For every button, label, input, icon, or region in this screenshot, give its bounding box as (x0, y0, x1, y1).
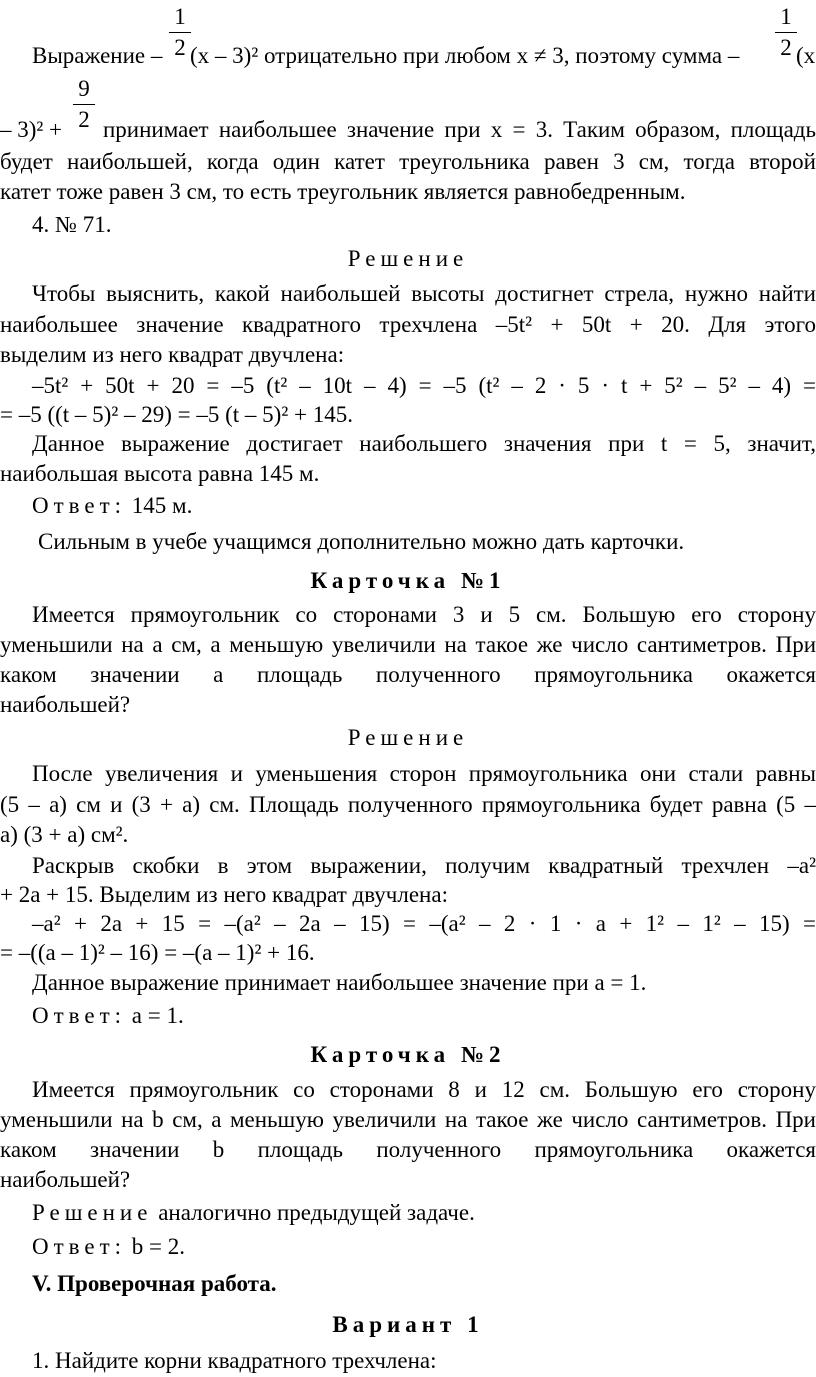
fraction-one-half: 1 2 (773, 4, 799, 61)
text-fragment: (x (796, 43, 816, 68)
text-line: После увеличения и уменьшения сторон прямоугольника они стали равны (32, 761, 816, 786)
text-line: Данное выражение достигает наибольшего значения при t = 5, значит, (32, 431, 816, 456)
equation-line: = –((a – 1)² – 16) = –(a – 1)² + 16. (0, 940, 315, 965)
text-line: a) (3 + a) см². (0, 822, 129, 847)
text-line: каком значении b площадь полученного прямоугольника окажется (0, 1137, 816, 1162)
text-line: Данное выражение принимает наибольшее значение при a = 1. (32, 970, 647, 995)
solution-label: Решение (32, 1200, 153, 1225)
text-line: уменьшили на a см, а меньшую увеличили на такое же число сантиметров. При (0, 632, 816, 657)
text-line: каком значении a площадь полученного прямоугольника окажется (0, 662, 816, 687)
section-heading: V. Проверочная работа. (32, 1271, 277, 1296)
text-fragment: принимает наибольшее значение при x = 3. Таким образом, площадь (103, 117, 816, 142)
answer-value: b = 2. (131, 1234, 186, 1259)
card-heading: Карточка №1 (310, 568, 506, 593)
text-line: наибольшей? (0, 692, 131, 717)
text-line: Раскрыв скобки в этом выражении, получим квадратный трехчлен –a² (32, 853, 816, 878)
solution-line (0, 1197, 816, 1229)
heading-solution: Решение (347, 725, 469, 750)
text-line: + 2a + 15. Выделим из него квадрат двучлена: (0, 882, 448, 907)
answer-value: a = 1. (131, 1003, 184, 1028)
answer-label: Ответ: (32, 1003, 127, 1028)
equation-line: –5t² + 50t + 20 = –5 (t² – 10t – 4) = –5 (t² – 2 · 5 · t + 5² – 5² – 4) = (32, 373, 816, 398)
text-line: Сильным в учебе учащимся дополнительно можно дать карточки. (38, 529, 685, 554)
text-line: наибольшее значение квадратного трехчлена –5t² + 50t + 20. Для этого (0, 312, 816, 337)
equation-line: = –5 ((t – 5)² – 29) = –5 (t – 5)² + 145. (0, 402, 353, 427)
text-line: Чтобы выяснить, какой наибольшей высоты достигнет стрела, нужно найти (32, 281, 816, 306)
solution-text: аналогично предыдущей задаче. (158, 1200, 475, 1225)
text-fragment: Выражение – (32, 43, 163, 68)
text-line: Имеется прямоугольник со сторонами 8 и 12 см. Большую его сторону (32, 1077, 816, 1102)
variant-heading: Вариант 1 (332, 1312, 484, 1337)
text-fragment: (x – 3)² отрицательно при любом x ≠ 3, поэтому сумма – (190, 43, 740, 68)
answer-line (0, 490, 816, 522)
text-line: (5 – a) см и (3 + a) см. Площадь полученного прямоугольника будет равна (5 – (0, 792, 816, 817)
task-number: 4. № 71. (32, 212, 112, 237)
card-heading: Карточка №2 (310, 1042, 506, 1067)
text-line: наибольшей? (0, 1167, 131, 1192)
equation-line: –a² + 2a + 15 = –(a² – 2a – 15) = –(a² – 2 · 1 · a + 1² – 1² – 15) = (32, 911, 816, 936)
answer-line (0, 1000, 816, 1032)
answer-label: Ответ: (32, 493, 127, 518)
answer-value: 145 м. (131, 493, 193, 518)
fraction-nine-halves: 9 2 (71, 76, 97, 133)
text-line: уменьшили на b см, а меньшую увеличили на такое же число сантиметров. При (0, 1107, 816, 1132)
text-line: катет тоже равен 3 см, то есть треугольник является равнобедренным. (0, 179, 686, 204)
fraction-one-half: 1 2 (167, 4, 193, 61)
answer-line (0, 1231, 816, 1263)
text-line: Имеется прямоугольник со сторонами 3 и 5 см. Большую его сторону (32, 602, 816, 627)
answer-label: Ответ: (32, 1234, 127, 1259)
heading-solution: Решение (347, 246, 469, 271)
text-line: выделим из него квадрат двучлена: (0, 342, 345, 367)
text-line: наибольшая высота равна 145 м. (0, 461, 320, 486)
text-fragment: – 3)² + (0, 117, 63, 142)
task-line: 1. Найдите корни квадратного трехчлена: (32, 1348, 437, 1373)
text-line: будет наибольшей, когда один катет треугольника равен 3 см, тогда второй (0, 149, 816, 174)
